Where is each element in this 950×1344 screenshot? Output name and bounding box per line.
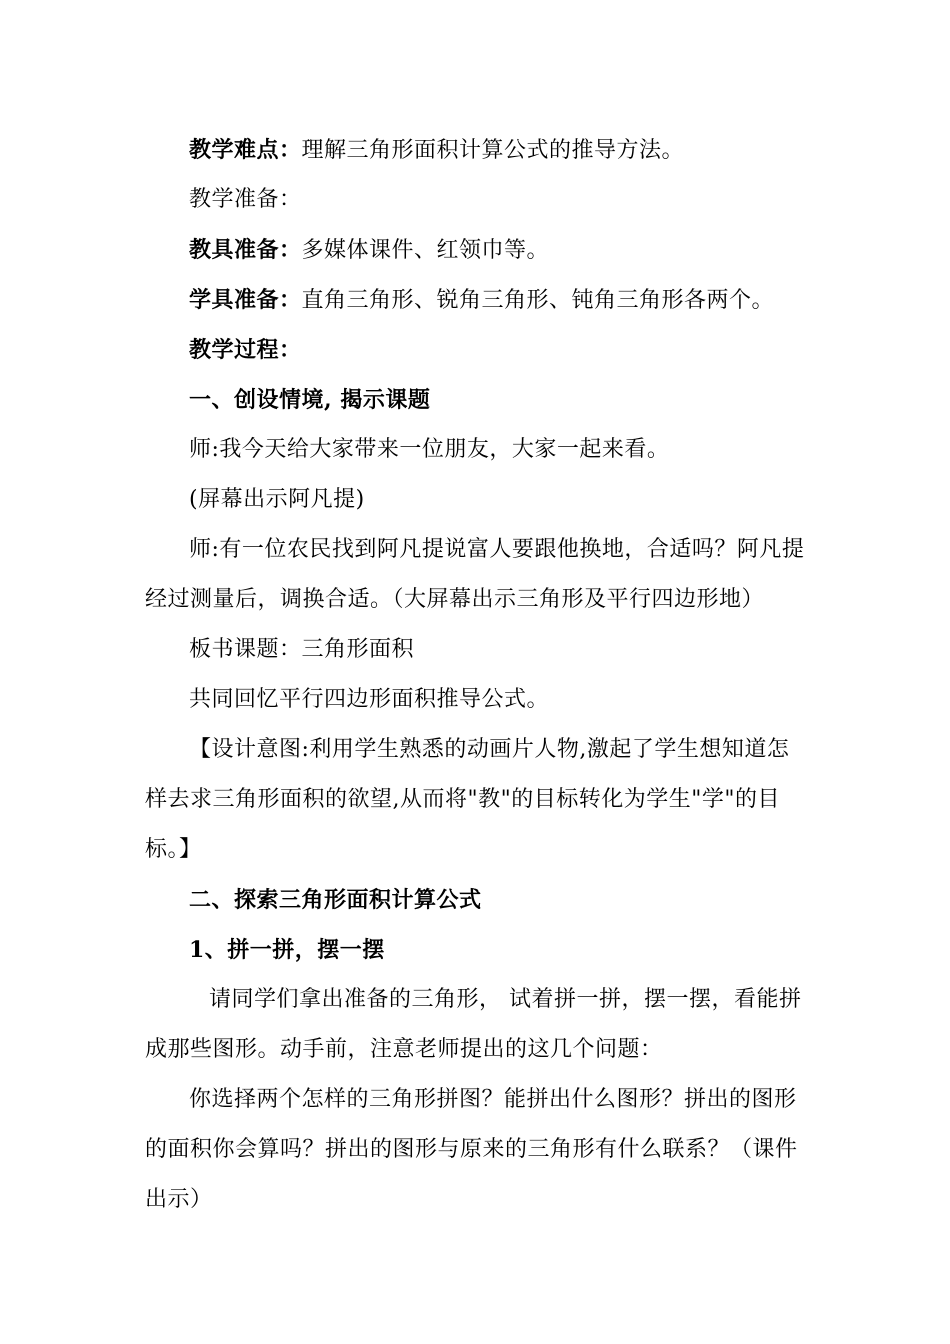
teacher-tools-text: 多媒体课件、红领巾等。 <box>301 238 550 263</box>
teacher-tools-label: 教具准备： <box>189 237 302 263</box>
section2-sub1-heading: 1、拼一拼，摆一摆 <box>189 937 385 963</box>
design-intent-line-c: 标。】 <box>145 837 202 862</box>
section1-para-line-b: 经过测量后，调换合适。（大屏幕出示三角形及平行四边形地） <box>145 587 765 612</box>
recall-line: 共同回忆平行四边形面积推导公式。 <box>189 687 550 712</box>
student-tools-label: 学具准备： <box>189 287 302 313</box>
section1-line2: (屏幕出示阿凡提) <box>189 487 365 512</box>
section2-para2-line-c: 出示） <box>145 1187 213 1212</box>
teaching-preparation-line: 教学准备： <box>189 187 302 212</box>
teaching-difficulty-line <box>189 125 859 175</box>
section2-para1-line-b: 成那些图形。动手前，注意老师提出的这几个问题： <box>145 1037 663 1062</box>
student-tools-text: 直角三角形、锐角三角形、钝角三角形各两个。 <box>301 288 775 313</box>
student-tools-line <box>189 275 859 325</box>
design-intent-line-a: 【设计意图:利用学生熟悉的动画片人物,激起了学生想知道怎 <box>189 737 790 762</box>
section2-para2-line-a: 你选择两个怎样的三角形拼图？能拼出什么图形？拼出的图形 <box>189 1087 797 1112</box>
section1-line1: 师:我今天给大家带来一位朋友，大家一起来看。 <box>189 437 670 462</box>
board-title-line: 板书课题：三角形面积 <box>189 637 415 662</box>
teacher-tools-line <box>189 225 859 275</box>
teaching-process-heading: 教学过程： <box>189 337 302 363</box>
teaching-difficulty-label: 教学难点： <box>189 137 302 163</box>
design-intent-line-b: 样去求三角形面积的欲望,从而将"教"的目标转化为学生"学"的目 <box>145 787 780 812</box>
teaching-difficulty-text: 理解三角形面积计算公式的推导方法。 <box>301 138 685 163</box>
section1-heading: 一、创设情境, 揭示课题 <box>189 387 431 413</box>
section2-para1-line-a: 请同学们拿出准备的三角形， 试着拼一拼，摆一摆，看能拼 <box>209 987 802 1012</box>
section1-para-line-a: 师:有一位农民找到阿凡提说富人要跟他换地，合适吗？阿凡提 <box>189 537 805 562</box>
section2-para2-line-b: 的面积你会算吗？拼出的图形与原来的三角形有什么联系？（课件 <box>145 1137 798 1162</box>
section2-heading: 二、探索三角形面积计算公式 <box>189 887 482 913</box>
